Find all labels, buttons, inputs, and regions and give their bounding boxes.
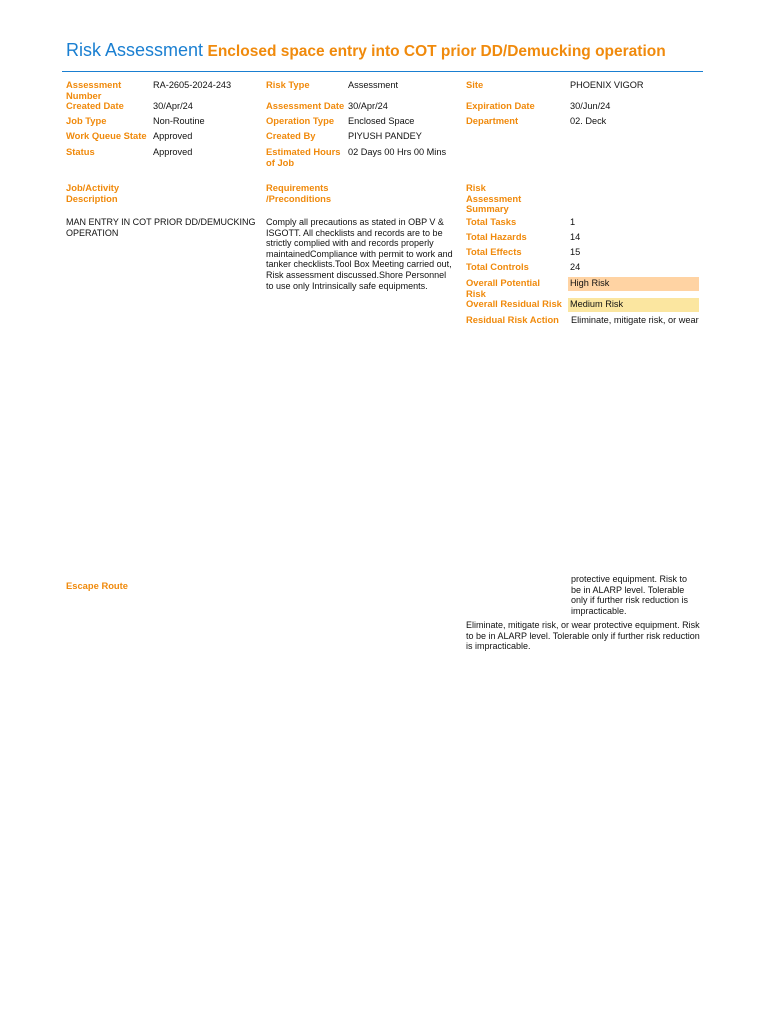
job-type-label: Job Type bbox=[66, 115, 107, 126]
assessment-number-label: Assessment Number bbox=[66, 79, 122, 101]
job-description-value: MAN ENTRY IN COT PRIOR DD/DEMUCKING OPERATION bbox=[66, 217, 256, 238]
work-queue-state-value: Approved bbox=[153, 131, 193, 141]
residual-action-label: Residual Risk Action bbox=[466, 314, 559, 325]
expiration-date-label: Expiration Date bbox=[466, 100, 535, 111]
expiration-date-value: 30/Jun/24 bbox=[570, 101, 611, 111]
summary-label: Risk Assessment Summary bbox=[466, 182, 522, 214]
overall-residual-value: Medium Risk bbox=[568, 298, 699, 312]
requirements-value: Comply all precautions as stated in OBP V & ISGOTT. All checklists and records are to be strictly complied with and records properly maintainedCompliance with permit to work and tanker checklists.Tool Box Meeting carried out, Risk assessment discussed.Shore Personnel to use only Intrinsically safe equipments. bbox=[266, 217, 453, 291]
title-main: Enclosed space entry into COT prior DD/Demucking operation bbox=[207, 43, 666, 60]
job-description-label: Job/Activity Description bbox=[66, 182, 120, 204]
header-divider bbox=[62, 71, 703, 72]
overall-potential-value: High Risk bbox=[568, 277, 699, 291]
department-label: Department bbox=[466, 115, 519, 126]
title-prefix: Risk Assessment bbox=[66, 40, 204, 60]
created-date-value: 30/Apr/24 bbox=[153, 101, 193, 111]
risk-type-label: Risk Type bbox=[266, 79, 310, 90]
escape-route-label: Escape Route bbox=[66, 580, 128, 591]
total-controls-value: 24 bbox=[570, 262, 581, 272]
total-hazards-label: Total Hazards bbox=[466, 231, 527, 242]
total-hazards-value: 14 bbox=[570, 232, 581, 242]
job-type-value: Non-Routine bbox=[153, 116, 205, 126]
total-controls-label: Total Controls bbox=[466, 261, 529, 272]
total-effects-label: Total Effects bbox=[466, 246, 522, 257]
risk-type-value: Assessment bbox=[348, 80, 399, 90]
residual-action-value: Eliminate, mitigate risk, or wear bbox=[571, 315, 699, 325]
page-title bbox=[66, 40, 666, 61]
total-tasks-value: 1 bbox=[570, 217, 576, 227]
assessment-number-value: RA-2605-2024-243 bbox=[153, 80, 232, 90]
total-tasks-label: Total Tasks bbox=[466, 216, 517, 227]
status-label: Status bbox=[66, 146, 95, 157]
site-label: Site bbox=[466, 79, 484, 90]
overall-residual-label: Overall Residual Risk bbox=[466, 298, 562, 309]
total-effects-value: 15 bbox=[570, 247, 581, 257]
residual-action-full: Eliminate, mitigate risk, or wear protective equipment. Risk to be in ALARP level. Tolerable only if further risk reduction is impracticable. bbox=[466, 620, 700, 652]
assessment-date-label: Assessment Date bbox=[266, 100, 345, 111]
work-queue-state-label: Work Queue State bbox=[66, 130, 147, 141]
residual-action-continued: protective equipment. Risk to be in ALARP level. Tolerable only if further risk reduction is impracticable. bbox=[571, 574, 689, 616]
estimated-hours-value: 02 Days 00 Hrs 00 Mins bbox=[348, 147, 447, 157]
created-date-label: Created Date bbox=[66, 100, 124, 111]
operation-type-value: Enclosed Space bbox=[348, 116, 415, 126]
operation-type-label: Operation Type bbox=[266, 115, 335, 126]
estimated-hours-label: Estimated Hours of Job bbox=[266, 146, 341, 168]
department-value: 02. Deck bbox=[570, 116, 607, 126]
site-value: PHOENIX VIGOR bbox=[570, 80, 644, 90]
overall-potential-label: Overall Potential Risk bbox=[466, 277, 540, 299]
assessment-date-value: 30/Apr/24 bbox=[348, 101, 388, 111]
created-by-label: Created By bbox=[266, 130, 316, 141]
created-by-value: PIYUSH PANDEY bbox=[348, 131, 422, 141]
requirements-label: Requirements /Preconditions bbox=[266, 182, 332, 204]
status-value: Approved bbox=[153, 147, 193, 157]
